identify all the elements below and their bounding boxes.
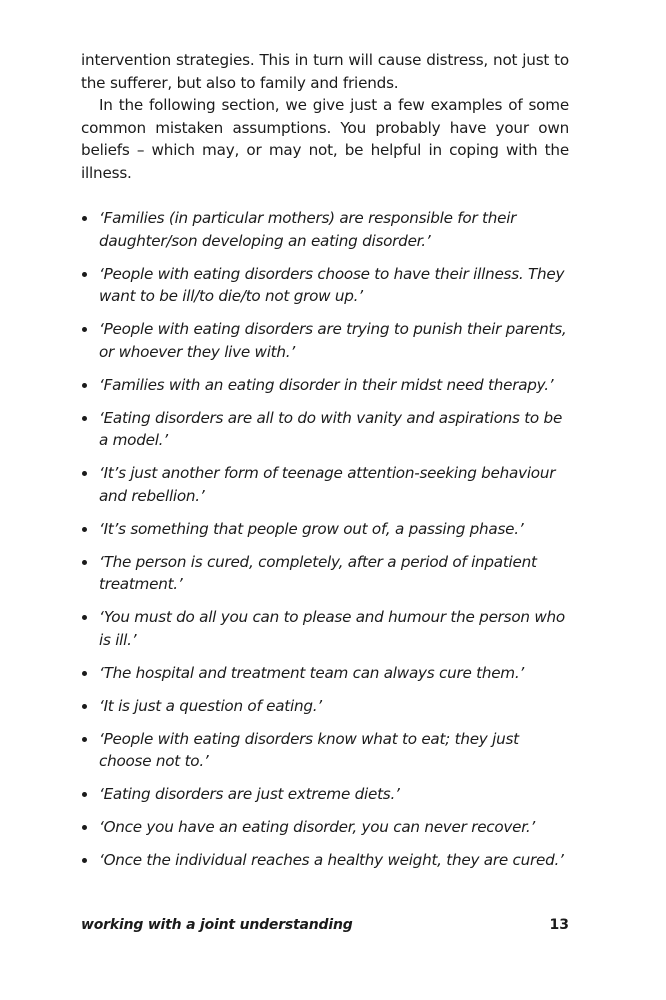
list-item: ‘Eating disorders are just extreme diets.’ bbox=[81, 783, 571, 806]
page-footer bbox=[81, 914, 569, 936]
list-item: ‘You must do all you can to please and humour the person who is ill.’ bbox=[81, 606, 571, 651]
assumptions-list bbox=[81, 207, 571, 882]
list-item: ‘Families (in particular mothers) are responsible for their daughter/son developing an eating disorder.’ bbox=[81, 207, 571, 252]
paragraph-intro: In the following section, we give just a few examples of some common mistaken assumptions. You probably have your own beliefs – which may, or may not, be helpful in coping with the illness. bbox=[81, 96, 569, 182]
list-item: ‘It’s something that people grow out of, a passing phase.’ bbox=[81, 518, 571, 541]
list-item: ‘Families with an eating disorder in their midst need therapy.’ bbox=[81, 374, 571, 397]
running-title: working with a joint understanding bbox=[81, 917, 353, 933]
paragraph-continued: intervention strategies. This in turn will cause distress, not just to the sufferer, but also to family and friends. bbox=[81, 51, 569, 92]
list-item: ‘People with eating disorders are trying to punish their parents, or whoever they live with.’ bbox=[81, 318, 571, 363]
list-item: ‘People with eating disorders know what to eat; they just choose not to.’ bbox=[81, 728, 571, 773]
body-text bbox=[81, 49, 569, 184]
list-item: ‘The person is cured, completely, after a period of inpatient treatment.’ bbox=[81, 551, 571, 596]
list-item: ‘The hospital and treatment team can always cure them.’ bbox=[81, 662, 571, 685]
list-item: ‘Once the individual reaches a healthy weight, they are cured.’ bbox=[81, 849, 571, 872]
list-item: ‘It’s just another form of teenage attention-seeking behaviour and rebellion.’ bbox=[81, 462, 571, 507]
page-number: 13 bbox=[549, 917, 569, 933]
list-item: ‘People with eating disorders choose to have their illness. They want to be ill/to die/to not grow up.’ bbox=[81, 263, 571, 308]
list-item: ‘Once you have an eating disorder, you can never recover.’ bbox=[81, 816, 571, 839]
list-item: ‘Eating disorders are all to do with vanity and aspirations to be a model.’ bbox=[81, 407, 571, 452]
list-item: ‘It is just a question of eating.’ bbox=[81, 695, 571, 718]
